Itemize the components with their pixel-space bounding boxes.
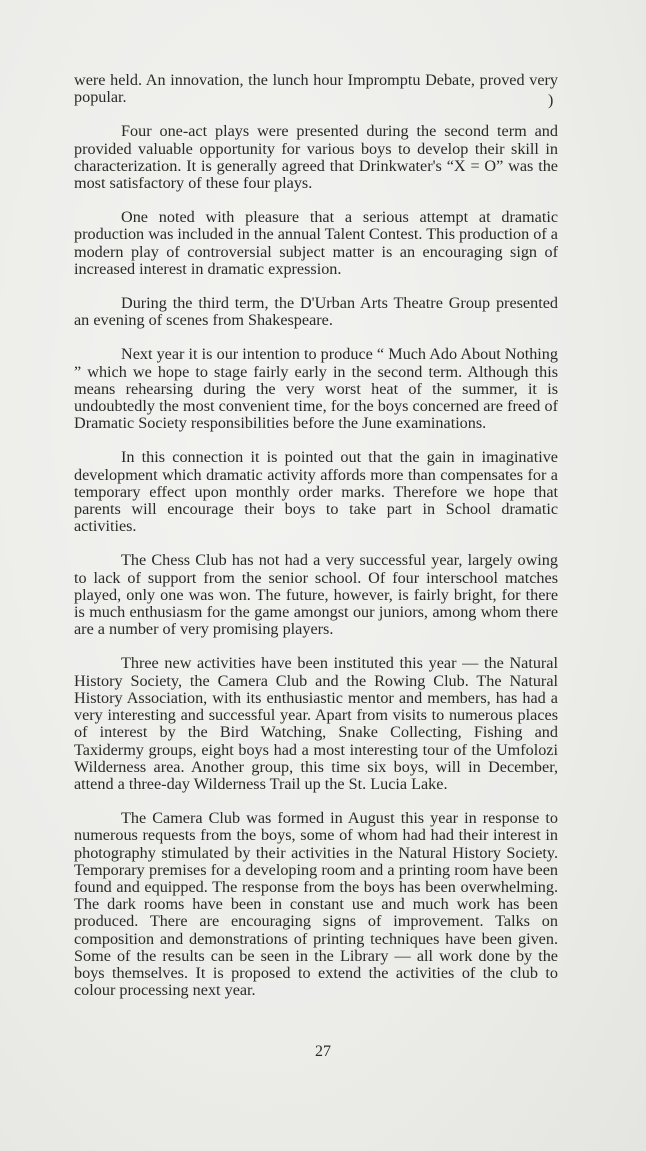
paragraph-imaginative-development: In this connection it is pointed out that the gain in imaginative development which dramatic activity affords more than compensates for a temporary effect upon monthly order marks. Therefore we hope that parents will encourage their boys to take part in School dramatic activities. [74,448,558,536]
paragraph-shakespeare: During the third term, the D'Urban Arts Theatre Group presented an evening of scenes from Shakespeare. [74,294,558,330]
margin-mark: ) [548,92,554,109]
body-text [74,72,558,1016]
paragraph-chess-club: The Chess Club has not had a very successful year, largely owing to lack of support from the senior school. Of four interschool matches played, only one was won. The future, however, is fairly bright, for there is much enthusiasm for the game amongst our juniors, among whom there are a number of very promising players. [74,551,558,639]
paragraph-debate: were held. An innovation, the lunch hour Impromptu Debate, proved very popular. [74,71,558,107]
paragraph-talent-contest: One noted with pleasure that a serious attempt at dramatic production was included in the annual Talent Contest. This production of a modern play of controversial subject matter is an encouraging sign of increased interest in dramatic expression. [74,208,558,278]
paragraph-camera-club: The Camera Club was formed in August this year in response to numerous requests from the boys, some of whom had had their interest in photography stimulated by their activities in the Natural History Society. Temporary premises for a developing room and a printing room have been found and equipped. The response from the boys has been overwhelming. The dark rooms have been in constant use and much work has been produced. There are encouraging signs of improvement. Talks on composition and demonstrations of printing techniques have been given. Some of the results can be seen in the Library — all work done by the boys themselves. It is proposed to extend the activities of the club to colour processing next year. [74,809,558,1000]
page-number: 27 [315,1043,331,1060]
paragraph-one-act-plays: Four one-act plays were presented during the second term and provided valuable opportunity for various boys to develop their skill in characterization. It is generally agreed that Drinkwater's “X = O” was the most satisfactory of these four plays. [74,122,558,193]
paragraph-new-activities: Three new activities have been instituted this year — the Natural History Society, the Camera Club and the Rowing Club. The Natural History Association, with its enthusiastic mentor and members, has had a very interesting and successful year. Apart from visits to numerous places of interest by the Bird Watching, Snake Collecting, Fishing and Taxidermy groups, eight boys had a most interesting tour of the Umfolozi Wilderness area. Another group, this time six boys, will in December, attend a three-day Wilderness Trail up the St. Lucia Lake. [74,654,558,793]
paragraph-much-ado: Next year it is our intention to produce “ Much Ado About Nothing ” which we hope to stage fairly early in the second term. Although this means rehearsing during the very worst heat of the summer, it is undoubtedly the most convenient time, for the boys concerned are freed of Dramatic Society responsibilities before the June examinations. [74,345,558,433]
